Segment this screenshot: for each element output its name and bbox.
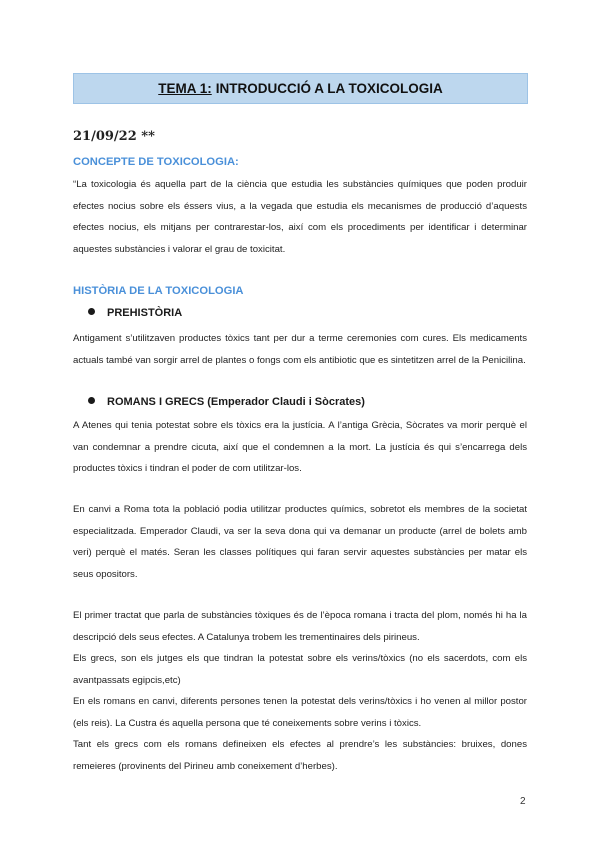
bullet-dot-icon	[88, 308, 95, 315]
paragraph-athens: A Atenes qui tenia potestat sobre els tòxics era la justícia. A l’antiga Grècia, Sòcrates va morir perquè el van condemnar a prendre cicuta, així que el condemnen a la mort. La justícia és qui s’encarrega dels productes tòxics i tindran el poder de com utilitzar-los.	[73, 420, 527, 474]
heading-concept: CONCEPTE DE TOXICOLOGIA:	[73, 156, 239, 168]
paragraph-rome: En canvi a Roma tota la població podia utilitzar productes químics, sobretot els membres de la societat especialitzada. Emperador Claudi, va ser la seva dona qui va demanar un producte (arrel de bolets amb veri) perquè el matés. Seran les classes polítiques qui faran servir aquestes substàncies per matar els seus opositors.	[73, 504, 527, 580]
bullet-romans-label: ROMANS I GRECS (Emperador Claudi i Sòcrates)	[107, 396, 365, 408]
bullet-dot-icon	[88, 397, 95, 404]
paragraph-prehistory: Antigament s’utilitzaven productes tòxics tant per dur a terme ceremonies com cures. Els medicaments actuals també van sorgir arrel de plantes o fongs com els antibiotic que es sintetitzen arrel de la Penicilina.	[73, 333, 527, 366]
chapter-title: INTRODUCCIÓ A LA TOXICOLOGIA	[215, 81, 443, 96]
heading-history: HISTÒRIA DE LA TOXICOLOGIA	[73, 285, 244, 297]
page-number: 2	[520, 796, 526, 807]
chapter-title-box	[73, 73, 528, 104]
bullet-prehistory	[88, 307, 182, 319]
paragraph-first-treatise: El primer tractat que parla de substàncies tòxiques és de l’època romana i tracta del plom, només hi ha la descripció dels seus efectes. A Catalunya trobem les trementinaires dels pirineus.	[73, 610, 527, 643]
paragraph-romans-power: En els romans en canvi, diferents persones tenen la potestat dels verins/tòxics i ho venen al millor postor (els reis). La Custra és aquella persona que té coneixements sobre verins i tòxics.	[73, 696, 527, 729]
lecture-date: 21/09/22 **	[73, 129, 155, 144]
bullet-romans	[88, 396, 365, 408]
paragraph-concept: “La toxicologia és aquella part de la ciència que estudia les substàncies químiques que poden produir efectes nocius sobre els éssers vius, a la vegada que estudia els mecanismes de producció d’aquests efectes nocius, els mitjans per contrarestar-los, així com els procediments per identificar i determinar aquestes substàncies i valorar el grau de toxicitat.	[73, 179, 527, 255]
paragraph-effects: Tant els grecs com els romans defineixen els efectes al prendre’s les substàncies: bruixes, dones remeieres (provinents del Pirineu amb coneixement d’herbes).	[73, 739, 527, 772]
chapter-number: TEMA 1:	[158, 81, 212, 96]
bullet-prehistory-label: PREHISTÒRIA	[107, 307, 183, 319]
paragraph-greeks: Els grecs, son els jutges els que tindran la potestat sobre els verins/tòxics (no els sacerdots, com els avantpassats egipcis,etc)	[73, 653, 527, 686]
